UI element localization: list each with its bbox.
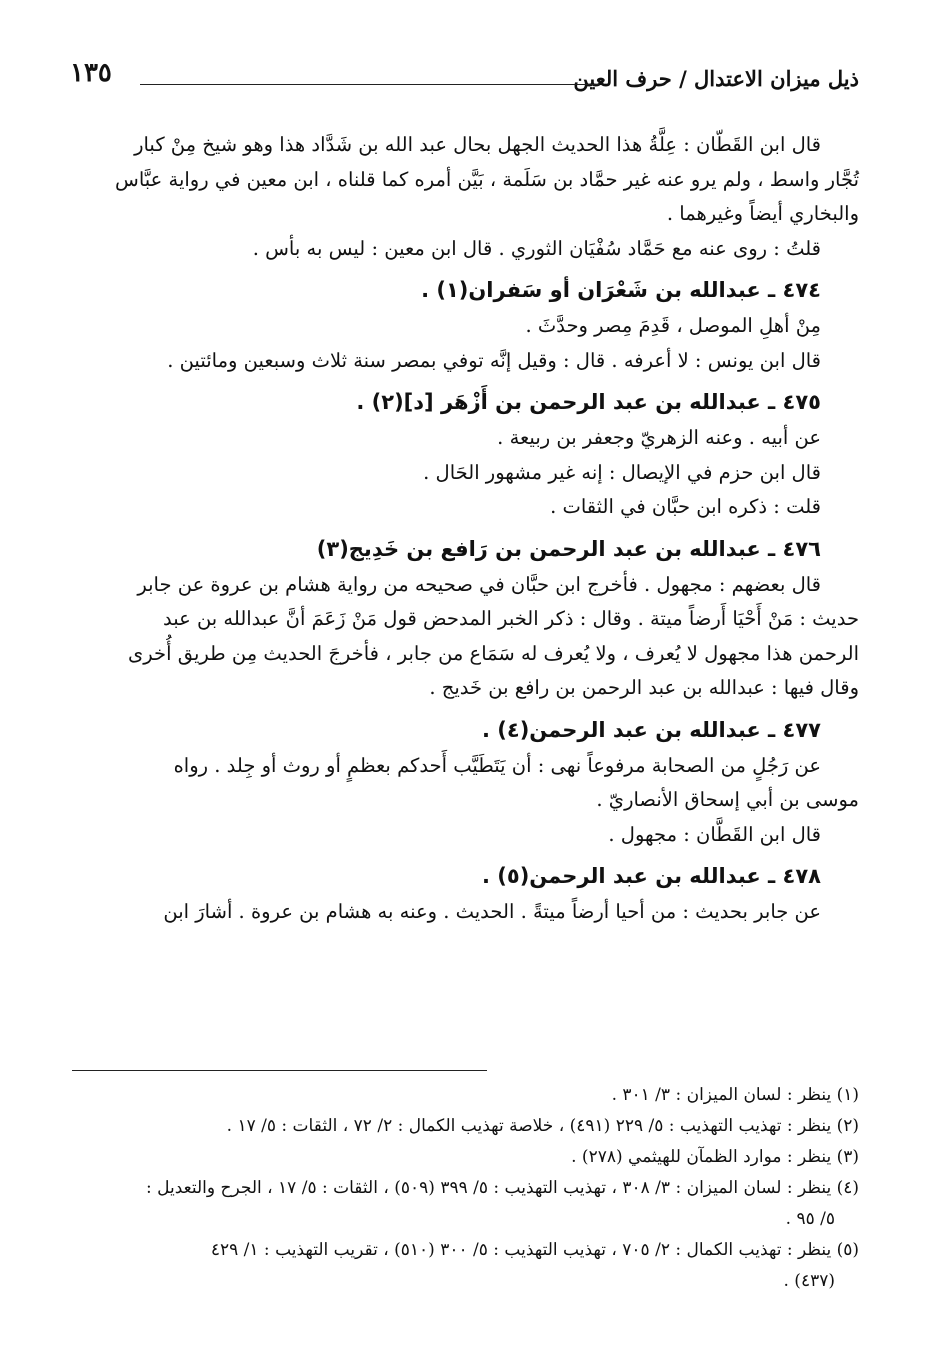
text-line: عن أبيه . وعنه الزهريّ وجعفر بن ربيعة . xyxy=(497,426,821,449)
footnote-separator xyxy=(72,1070,487,1071)
text-line: حديث : مَنْ أَحْيَا أَرضاً ميتة . وقال : ذكر الخبر المدحض قول مَنْ زَعَمَ أنَّ عبدالله بن عبد xyxy=(162,607,859,630)
entry-heading: ٤٧٦ ـ عبدالله بن عبد الرحمن بن رَافع بن خَدِيج(٣) xyxy=(316,536,821,561)
running-title: ذيل ميزان الاعتدال / حرف العين xyxy=(573,66,859,91)
text-line: عن رَجُلٍ من الصحابة مرفوعاً نهى : أن يَتَطَيَّب أَحدكم بعظمٍ أو روث أو جِلد . رواه xyxy=(173,753,821,777)
text-line: عن جابر بحديث : من أحيا أرضاً ميتةً . الحديث . وعنه به هشام بن عروة . أشارَ ابن xyxy=(163,900,821,923)
footnote-continuation: ٥/ ٩٥ . xyxy=(785,1209,835,1229)
entry-heading: ٤٧٧ ـ عبدالله بن عبد الرحمن(٤) . xyxy=(481,717,821,742)
footnote: (١) ينظر : لسان الميزان : ٣/ ٣٠١ . xyxy=(611,1085,859,1105)
text-line: مِنْ أهلِ الموصل ، قَدِمَ مِصر وحدَّثَ . xyxy=(525,314,821,337)
text-line: قال ابن القَطّان : عِلَّةُ هذا الحديث الجهل بحال عبد الله بن شَدَّاد هذا وهو شيخ مِنْ كبار xyxy=(134,133,821,156)
footnotes xyxy=(72,1080,859,1297)
text-line: قال ابن القَطَّان : مجهول . xyxy=(608,822,821,846)
main-text xyxy=(72,128,859,930)
entry-heading: ٤٧٨ ـ عبدالله بن عبد الرحمن(٥) . xyxy=(481,864,821,888)
page-header xyxy=(70,58,859,98)
footnote: (٥) ينظر : تهذيب الكمال : ٢/ ٧٠٥ ، تهذيب التهذيب : ٥/ ٣٠٠ (٥١٠) ، تقريب التهذيب : ١/ ٤٢٩ xyxy=(210,1240,859,1260)
footnote: (٤) ينظر : لسان الميزان : ٣/ ٣٠٨ ، تهذيب التهذيب : ٥/ ٣٩٩ (٥٠٩) ، الثقات : ٥/ ١٧ ، الجرح والتعديل : xyxy=(145,1178,859,1198)
page-number: ١٣٥ xyxy=(70,58,112,88)
text-line: قلت : ذكره ابن حبَّان في الثقات . xyxy=(550,495,821,518)
text-line: قلتُ : روى عنه مع حَمَّاد سُفْيَان الثوري . قال ابن معين : ليس به بأس . xyxy=(252,236,821,260)
text-line: موسى بن أبي إسحاق الأنصاريّ . xyxy=(596,788,859,811)
header-rule xyxy=(140,84,599,85)
text-line: الرحمن هذا مجهول لا يُعرف ، ولا يُعرف له سَمَاع من جابر ، فأخرجَ الحديث مِن طريق أُخرى xyxy=(128,641,859,665)
text-line: وقال فيها : عبدالله بن عبد الرحمن بن رافع بن خَديج . xyxy=(429,676,859,699)
footnote: (٢) ينظر : تهذيب التهذيب : ٥/ ٢٢٩ (٤٩١) ، خلاصة تهذيب الكمال : ٢/ ٧٢ ، الثقات : ٥/ ١٧ . xyxy=(226,1116,859,1136)
entry-heading: ٤٧٥ ـ عبدالله بن عبد الرحمن بن أَزْهَر [د](٢) . xyxy=(356,390,821,414)
text-line: قال ابن حزم في الإيصال : إنه غير مشهور الحَال . xyxy=(423,460,821,484)
text-line: قال بعضهم : مجهول . فأخرج ابن حبَّان في صحيحه من رواية هشام بن عروة عن جابر xyxy=(137,572,821,596)
entry-heading: ٤٧٤ ـ عبدالله بن شَعْرَان أو سَفران(١) . xyxy=(421,278,821,302)
text-line: تُجَّار واسط ، ولم يرو عنه غير حمَّاد بن سَلَمة ، بَيَّن أمره كما قلناه ، ابن معين في رواية عبَّاس xyxy=(115,167,859,191)
text-line: قال ابن يونس : لا أعرفه . قال : وقيل إنَّه توفي بمصر سنة ثلاث وسبعين ومائتين . xyxy=(167,348,821,372)
footnote-continuation: (٤٣٧) . xyxy=(783,1271,835,1291)
text-line: والبخاري أيضاً وغيرهما . xyxy=(666,202,859,225)
footnote: (٣) ينظر : موارد الظمآن للهيثمي (٢٧٨) . xyxy=(571,1147,859,1167)
